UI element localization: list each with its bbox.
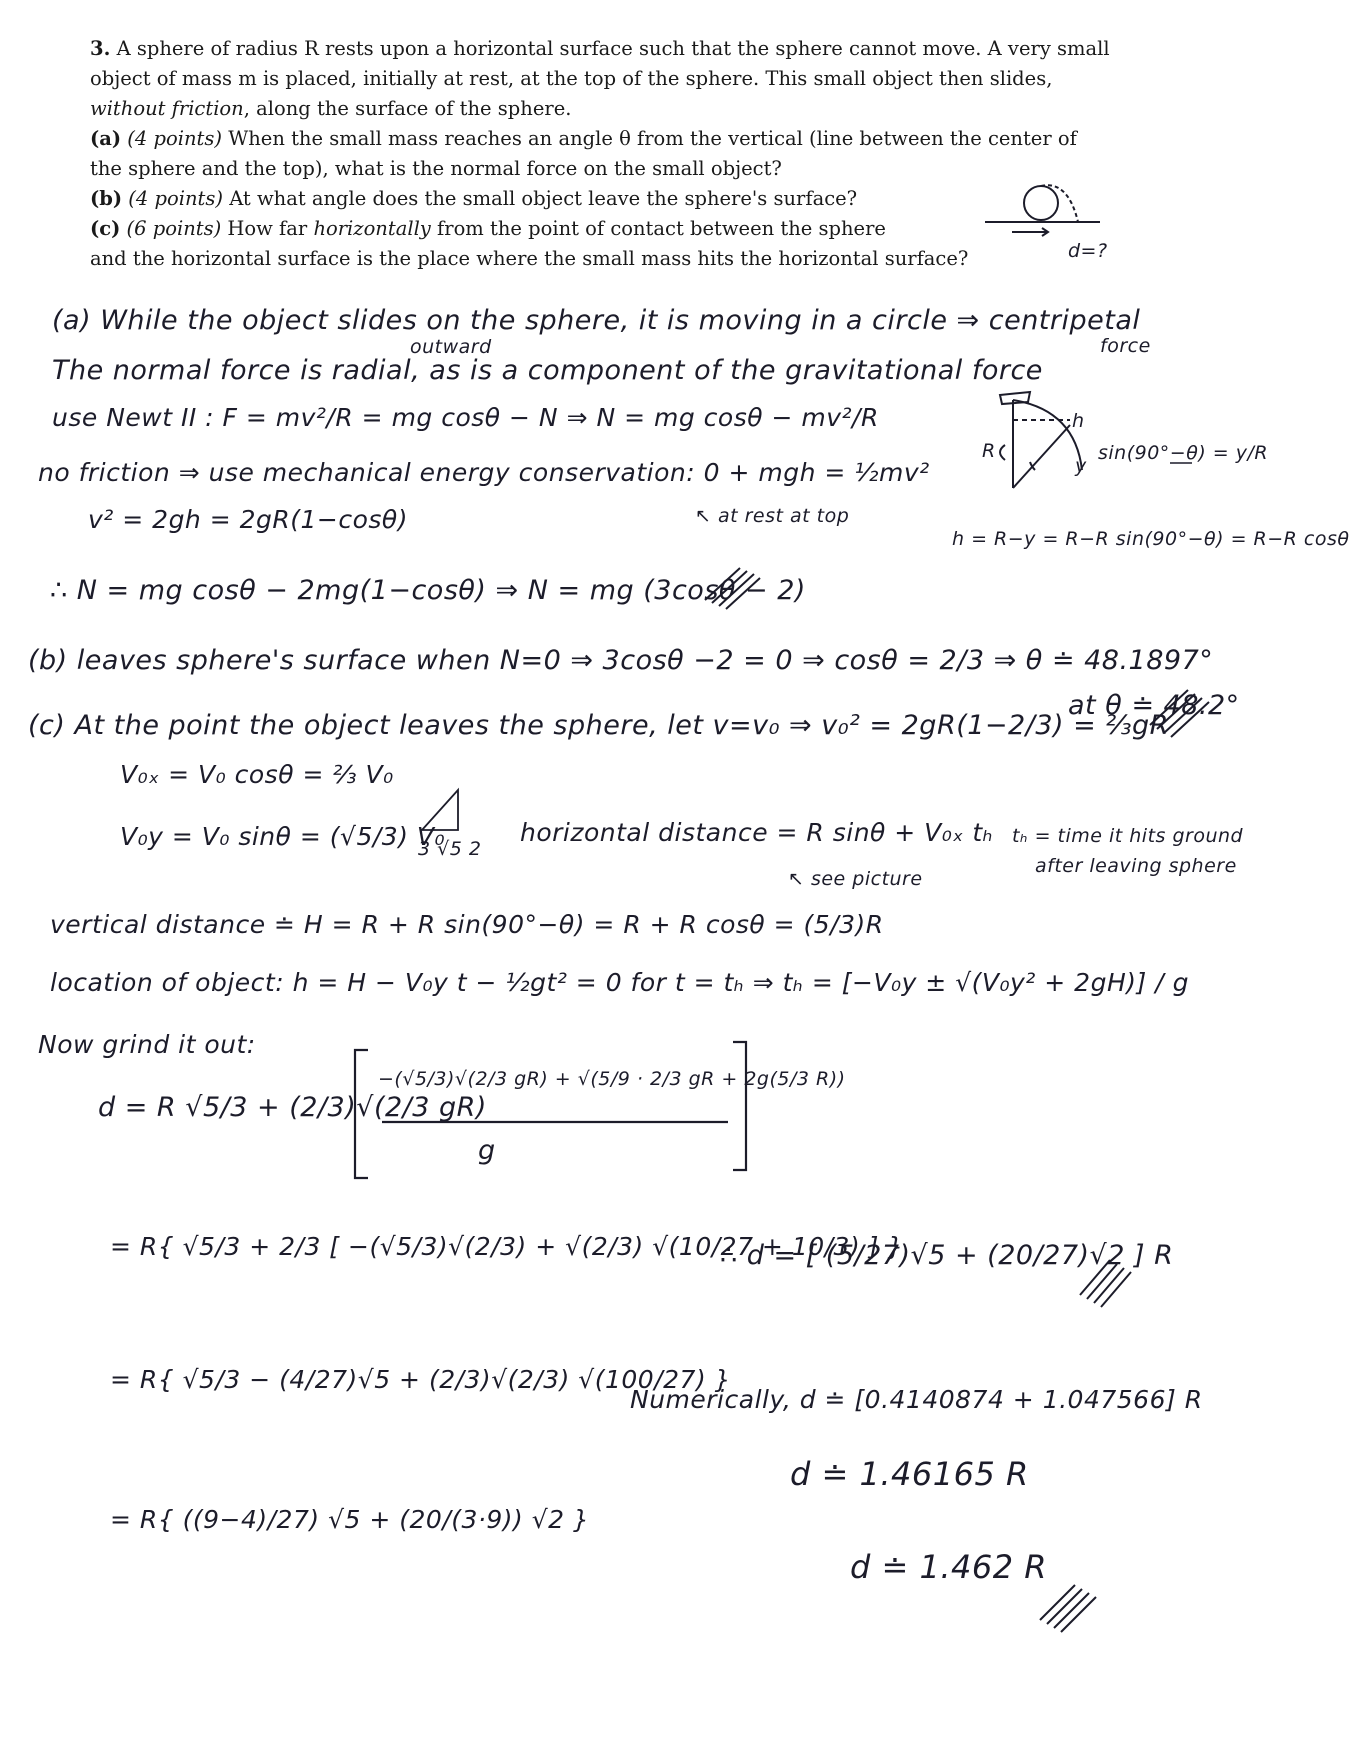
part-a-diagram — [1000, 392, 1082, 488]
hw-numeric2: d ≐ 1.46165 R — [790, 1455, 1029, 1493]
hw-d-eq3: = R{ √5/3 − (4/27)√5 + (2/3)√(2/3) √(100/27) } — [110, 1365, 732, 1394]
hw-a4-note: ↖ at rest at top — [695, 505, 850, 527]
part-a-text-1: When the small mass reaches an angle θ from the vertical (line between the center of — [228, 127, 1077, 150]
hw-diag-R: R — [982, 440, 996, 462]
part-c-label: (c) — [90, 217, 121, 240]
hw-numeric3: d ≐ 1.462 R — [850, 1548, 1047, 1586]
hw-diag-h: h — [1072, 410, 1085, 432]
problem-sketch — [985, 185, 1100, 236]
hw-c5: tₕ = time it hits ground — [1012, 825, 1244, 847]
hw-a5: v² = 2gh = 2gR(1−cosθ) — [88, 505, 408, 534]
part-a-points: (4 points) — [127, 127, 222, 150]
hw-a4: no friction ⇒ use mechanical energy conservation: 0 + mgh = ½mv² — [38, 458, 930, 487]
part-a-label: (a) — [90, 127, 122, 150]
hw-a6: ∴ N = mg cosθ − 2mg(1−cosθ) ⇒ N = mg (3cosθ − 2) — [50, 575, 806, 606]
hw-c4: horizontal distance = R sinθ + V₀ₓ tₕ — [520, 818, 994, 847]
hw-numeric1: Numerically, d ≐ [0.4140874 + 1.047566] R — [630, 1385, 1203, 1414]
hw-c6: vertical distance ≐ H = R + R sin(90°−θ) = R + R cosθ = (5/3)R — [50, 910, 884, 939]
hw-a1b: force — [1100, 335, 1151, 357]
hw-sketch-label: d=? — [1068, 240, 1108, 262]
problem-intro-2: object of mass m is placed, initially at rest, at the top of the sphere. This small object then slides, — [90, 67, 1053, 90]
hw-diag-h-eq: h = R−y = R−R sin(90°−θ) = R−R cosθ — [952, 528, 1350, 550]
problem-intro-1: A sphere of radius R rests upon a horizontal surface such that the sphere cannot move. A very small — [116, 37, 1110, 60]
hw-c1: (c) At the point the object leaves the sphere, let v=v₀ ⇒ v₀² = 2gR(1−2/3) = ⅔gR — [28, 710, 1169, 741]
answer-hatch-c2 — [1040, 1585, 1096, 1632]
hw-c4-note: ↖ see picture — [788, 868, 923, 890]
hw-d-eq1-lead: d = R √5/3 + (2/3)√(2/3 gR) — [98, 1092, 487, 1123]
hw-c8: Now grind it out: — [38, 1030, 256, 1059]
hw-d-eq1-num: −(√5/3)√(2/3 gR) + √(5/9 · 2/3 gR + 2g(5/3 R)) — [378, 1068, 846, 1090]
hw-c7: location of object: h = H − V₀y t − ½gt² = 0 for t = tₕ ⇒ tₕ = [−V₀y ± √(V₀y² + 2gH)] / g — [50, 968, 1189, 997]
hw-a2: The normal force is radial, as is a component of the gravitational force — [52, 355, 1043, 386]
part-c-points: (6 points) — [126, 217, 222, 240]
hw-d-eq1-den: g — [478, 1135, 496, 1166]
hw-c5b: after leaving sphere — [1035, 855, 1237, 877]
hw-c3: V₀y = V₀ sinθ = (√5/3) V₀ — [120, 822, 446, 851]
sketch-sphere — [1024, 186, 1058, 220]
diagram-radius-line — [1013, 425, 1070, 488]
part-c-text-2: and the horizontal surface is the place where the small mass hits the horizontal surface? — [90, 247, 969, 270]
problem-intro-3-rest: , along the surface of the sphere. — [243, 97, 572, 120]
hw-c2: V₀ₓ = V₀ cosθ = ⅔ V₀ — [120, 760, 394, 789]
hw-d-eq4: = R{ ((9−4)/27) √5 + (20/(3·9)) √2 } — [110, 1505, 590, 1534]
hw-b1: (b) leaves sphere's surface when N=0 ⇒ 3cosθ −2 = 0 ⇒ cosθ = 2/3 ⇒ θ ≐ 48.1897° — [28, 645, 1214, 676]
hw-diag-sin: sin(90°−θ) = y/R — [1098, 442, 1269, 464]
part-b-points: (4 points) — [128, 187, 223, 210]
hw-diag-y: y — [1075, 455, 1087, 477]
problem-number: 3. — [90, 37, 111, 60]
diagram-box — [1000, 392, 1030, 404]
hw-result1: ∴ d = [ (5/27)√5 + (20/27)√2 ] R — [720, 1240, 1174, 1271]
hw-c3-tri: 3 √5 2 — [418, 838, 482, 860]
part-c-text-1b: from the point of contact between the sphere — [437, 217, 886, 240]
part-b-label: (b) — [90, 187, 123, 210]
part-a-text-2: the sphere and the top), what is the normal force on the small object? — [90, 157, 782, 180]
problem-intro-3-italic: without friction — [90, 97, 244, 120]
part-c-text-1a: How far — [227, 217, 308, 240]
part-c-text-1-italic: horizontally — [313, 217, 431, 240]
diagram-R-brace — [1000, 445, 1005, 460]
sketch-trajectory — [1041, 185, 1078, 222]
hw-b2: at θ ≐ 48.2° — [1068, 690, 1240, 721]
hw-a3: use Newt II : F = mv²/R = mg cosθ − N ⇒ N = mg cosθ − mv²/R — [52, 403, 879, 432]
hw-d-eq2: = R{ √5/3 + 2/3 [ −(√5/3)√(2/3) + √(2/3) √(10/27 + 10/3) ] } — [110, 1232, 904, 1261]
hw-a1: (a) While the object slides on the sphere, it is moving in a circle ⇒ centripetal — [52, 305, 1141, 336]
hw-a2-insert: outward — [410, 336, 492, 358]
part-b-text: At what angle does the small object leave the sphere's surface? — [229, 187, 858, 210]
